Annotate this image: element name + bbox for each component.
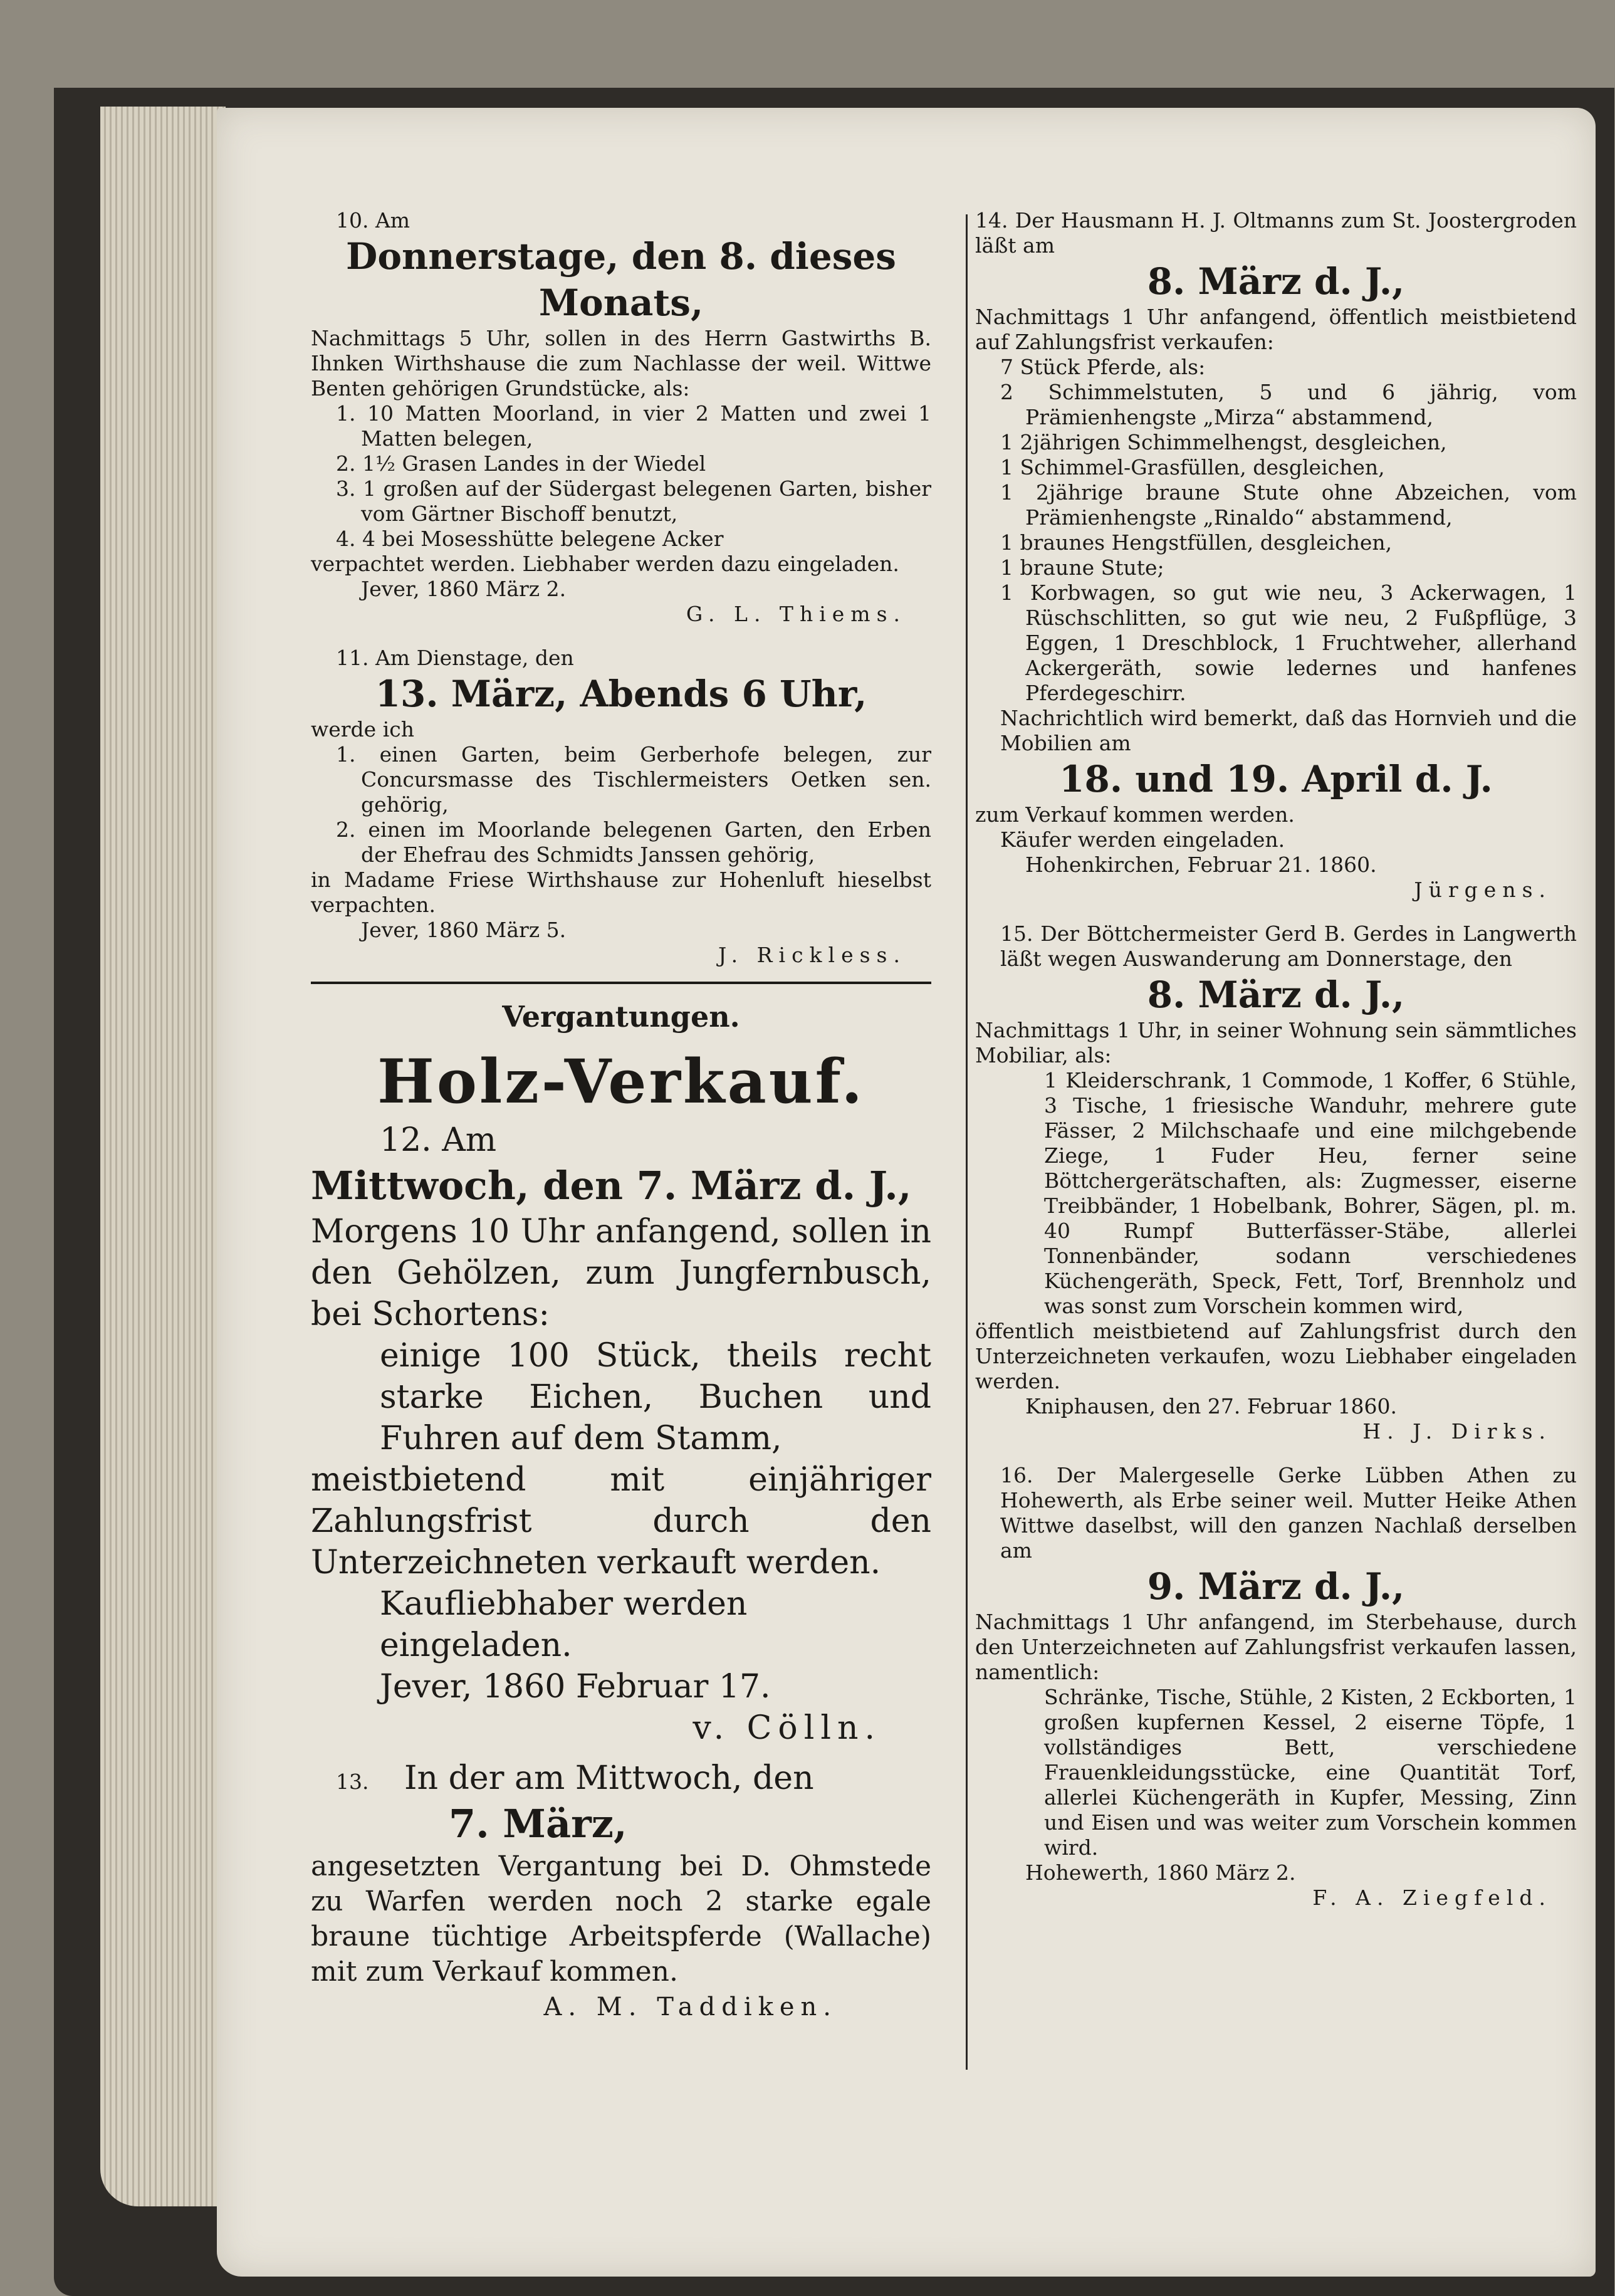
notice-invite: Kaufliebhaber werden eingeladen. (380, 1585, 748, 1664)
section-divider (311, 982, 931, 984)
list-item: 2 Schimmelstuten, 5 und 6 jährig, vom Prämienhengste „Mirza“ abstammend, (1000, 380, 1577, 429)
list-item: 2. 1½ Grasen Landes in der Wiedel (336, 451, 706, 476)
notice-number: 11. Am Dienstage, den (336, 646, 574, 670)
list-item: 3. 1 großen auf der Südergast belegenen Garten, bisher vom Gärtner Bischoff benutzt, (336, 476, 931, 526)
notice-headline: 9. März d. J., (1147, 1565, 1405, 1608)
notice-signature: F. A. Ziegfeld. (1312, 1885, 1552, 1910)
notice-body: angesetzten Vergantung bei D. Ohmstede zu Warfen werden noch 2 starke egale braune tüchtige Arbeitspferde (Wallache) mit zum Verkauf kommen. (311, 1850, 931, 1988)
notice-lead: In der am Mittwoch, den (404, 1759, 814, 1797)
notice-15 (975, 921, 1577, 1444)
notice-signature: v. Cölln. (693, 1709, 881, 1747)
notice-outro: verpachtet werden. Liebhaber werden dazu eingeladen. (311, 552, 899, 576)
notice-12 (311, 1044, 931, 1749)
notice-items: Schränke, Tische, Stühle, 2 Kisten, 2 Eckborten, 1 großen kupfernen Kessel, 2 eiserne Töpfe, 1 vollständiges Bett, verschiedene Frauenkleidungsstücke, eine Quantität Torf, allerlei Küchengeräth in Kupfer, Messing, Zinn und Eisen und was weiter zum Vorschein kommen wird. (1044, 1685, 1577, 1860)
newspaper-page (217, 108, 1596, 2277)
list-item: 1 2jährige braune Stute ohne Abzeichen, vom Prämienhengste „Rinaldo“ abstammend, (1000, 480, 1577, 530)
notice-date: Kniphausen, den 27. Februar 1860. (1025, 1394, 1398, 1418)
notice-number: 13. (336, 1769, 369, 1794)
notice-headline: 8. März d. J., (1147, 973, 1405, 1016)
notice-headline: 13. März, Abends 6 Uhr, (375, 673, 867, 715)
notice-body: Nachmittags 1 Uhr anfangend, öffentlich meistbietend auf Zahlungsfrist verkaufen: (975, 305, 1577, 354)
notice-intro: Nachmittags 5 Uhr, sollen in des Herrn Gastwirths B. Ihnken Wirthshause die zum Nachlasse der weil. Wittwe Benten gehörigen Grundstücke, als: (311, 326, 931, 401)
notice-headline: 8. März d. J., (1147, 260, 1405, 303)
notice-number: 12. Am (380, 1121, 497, 1159)
left-column (311, 208, 931, 2025)
list-item: 4. 4 bei Mosesshütte belegene Acker (336, 527, 724, 551)
notice-10 (311, 208, 931, 627)
notice-11 (311, 646, 931, 968)
notice-headline: 18. und 19. April d. J. (1059, 758, 1493, 800)
notice-13 (311, 1758, 931, 2025)
notice-body: Nachmittags 1 Uhr anfangend, im Sterbehause, durch den Unterzeichneten auf Zahlungsfrist verkaufen lassen, namentlich: (975, 1610, 1577, 1684)
notice-14 (975, 208, 1577, 903)
notice-outro: meistbietend mit einjähriger Zahlungsfrist durch den Unterzeichneten verkauft werden. (311, 1461, 931, 1581)
notice-signature: J. Rickless. (718, 943, 906, 967)
notice-intro: 14. Der Hausmann H. J. Oltmanns zum St. Joostergroden läßt am (975, 208, 1577, 258)
notice-signature: A. M. Taddiken. (543, 1993, 837, 2021)
notice-date: Hohenkirchen, Februar 21. 1860. (1025, 852, 1377, 877)
column-divider (966, 214, 968, 2070)
notice-16 (975, 1463, 1577, 1911)
notice-body: Morgens 10 Uhr anfangend, sollen in den Gehölzen, zum Jungfernbusch, bei Schortens: (311, 1213, 931, 1333)
list-item: 1. einen Garten, beim Gerberhofe belegen, zur Concursmasse des Tischlermeisters Oetken sen. gehörig, (336, 742, 931, 817)
list-item: 1 braune Stute; (1000, 555, 1164, 580)
list-item: 1 Korbwagen, so gut wie neu, 3 Ackerwagen, 1 Rüschschlitten, so gut wie neu, 2 Fußpflüge, 3 Eggen, 1 Dreschblock, 1 Fruchtweher, allerhand Ackergeräth, sowie ledernes und hanfenes Pferdegeschirr. (1000, 580, 1577, 705)
notice-headline: Donnerstage, den 8. dieses Monats, (346, 235, 896, 324)
right-column (975, 208, 1577, 1911)
notice-date: Hohewerth, 1860 März 2. (1025, 1860, 1296, 1885)
list-item: 1 braunes Hengstfüllen, desgleichen, (1000, 530, 1393, 555)
notice-signature: Jürgens. (1414, 878, 1552, 902)
notice-items: 1 Kleiderschrank, 1 Commode, 1 Koffer, 6 Stühle, 3 Tische, 1 friesische Wanduhr, mehrere gute Fässer, 2 Milchschaafe und eine milchgebende Ziege, 1 Fuder Heu, ferner seine Böttchergerätschaften, als: Zugmesser, eiserne Treibbänder, 1 Hobelbank, Bohrer, Sägen, pl. m. 40 Rumpf Butterfässer-Stäbe, allerlei Tonnenbänder, sodann verschiedenes Küchengeräth, Speck, Fett, Torf, Brennholz und was sonst zum Vorschein kommen wird, (1044, 1068, 1577, 1318)
notice-intro: 16. Der Malergeselle Gerke Lübben Athen zu Hohewerth, als Erbe seiner weil. Mutter Heike Athen Wittwe daselbst, will den ganzen Nachlaß derselben am (1000, 1463, 1577, 1563)
notice-date: Jever, 1860 Februar 17. (380, 1668, 771, 1706)
notice-signature: H. J. Dirks. (1362, 1419, 1552, 1444)
notice-intro: 15. Der Böttchermeister Gerd B. Gerdes in Langwerth läßt wegen Auswanderung am Donnerstage, den (1000, 921, 1577, 971)
list-item: 7 Stück Pferde, als: (1000, 355, 1206, 379)
notice-signature: G. L. Thiems. (686, 602, 906, 626)
notice-title: Holz-Verkauf. (377, 1046, 865, 1117)
notice-headline: Mittwoch, den 7. März d. J., (311, 1163, 912, 1208)
notice-note: Nachrichtlich wird bemerkt, daß das Hornvieh und die Mobilien am (1000, 706, 1577, 755)
notice-outro: öffentlich meistbietend auf Zahlungsfrist durch den Unterzeichneten verkaufen, wozu Liebhaber eingeladen werden. (975, 1319, 1577, 1393)
notice-detail: einige 100 Stück, theils recht starke Eichen, Buchen und Fuhren auf dem Stamm, (380, 1337, 931, 1457)
notice-date: Jever, 1860 März 5. (361, 918, 567, 942)
notice-headline: 7. März, (449, 1801, 627, 1847)
notice-outro: in Madame Friese Wirthshause zur Hohenluft hieselbst verpachten. (311, 868, 931, 917)
notice-intro: werde ich (311, 717, 414, 742)
list-item: 1 Schimmel-Grasfüllen, desgleichen, (1000, 455, 1385, 480)
list-item: 1 2jährigen Schimmelhengst, desgleichen, (1000, 430, 1447, 454)
list-item: 1. 10 Matten Moorland, in vier 2 Matten und zwei 1 Matten belegen, (336, 401, 931, 451)
list-item: 2. einen im Moorlande belegenen Garten, den Erben der Ehefrau des Schmidts Janssen gehörig, (336, 817, 931, 867)
section-title: Vergantungen. (502, 1000, 740, 1034)
notice-note: zum Verkauf kommen werden. (975, 802, 1295, 827)
notice-body: Nachmittags 1 Uhr, in seiner Wohnung sein sämmtliches Mobiliar, als: (975, 1018, 1577, 1067)
page-edges (100, 107, 226, 2206)
notice-invite: Käufer werden eingeladen. (1000, 827, 1285, 852)
notice-number: 10. Am (336, 208, 410, 233)
notice-date: Jever, 1860 März 2. (361, 577, 567, 601)
